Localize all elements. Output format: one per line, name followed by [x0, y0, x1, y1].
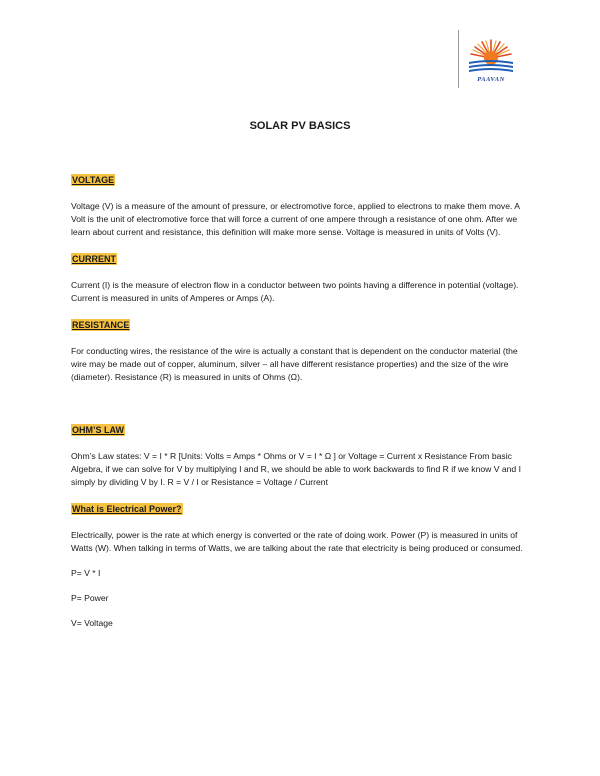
page-title: SOLAR PV BASICS: [249, 120, 351, 132]
section-voltage: [71, 170, 531, 239]
formula-line: P= Power: [71, 593, 109, 603]
section-resistance: [71, 315, 531, 384]
section-heading: RESISTANCE: [72, 320, 130, 330]
section-paragraph: Ohm’s Law states: V = I * R [Units: Volts = Amps * Ohms or V = I * Ω ] or Voltage = Current x Resistance From basic Algebra, if we can solve for V by multiplying I and R, we should be able to work backwards to find R if we know V and I simply by dividing V by I. R = V / I or Resistance = Voltage / Current: [71, 451, 521, 487]
section-heading: What is Electrical Power?: [72, 504, 182, 514]
section-paragraph: Current (I) is the measure of electron flow in a conductor between two points having a difference in potential (voltage). Current is measured in units of Amperes or Amps (A).: [71, 280, 519, 303]
section-heading: CURRENT: [72, 254, 116, 264]
section-current: [71, 249, 531, 305]
logo-text: PAAVAN: [477, 76, 505, 83]
section-electrical-power: [71, 499, 531, 630]
section-paragraph: Electrically, power is the rate at which energy is converted or the rate of doing work. Power (P) is measured in units of Watts (W). When talking in terms of Watts, we are talking about the rate that electricity is being produced or consumed.: [71, 530, 523, 553]
section-paragraph: For conducting wires, the resistance of the wire is actually a constant that is dependent on the conductor material (the wire may be made out of copper, aluminum, silver – all have different resistance properties) and the size of the wire (diameter). Resistance (R) is measured in units of Ohms (Ω).: [71, 346, 518, 382]
formula-line: V= Voltage: [71, 618, 113, 628]
section-heading: VOLTAGE: [72, 175, 115, 185]
formula-line: P= V * I: [71, 568, 101, 578]
section-paragraph: Voltage (V) is a measure of the amount of pressure, or electromotive force, applied to electrons to make them move. A Volt is the unit of electromotive force that will force a current of one ampere through a resistance of one ohm. After we learn about current and resistance, this definition will make more sense. Voltage is measured in units of Volts (V).: [71, 201, 520, 237]
section-heading: OHM’S LAW: [72, 425, 124, 435]
section-ohms-law: [71, 420, 531, 489]
logo-divider: [458, 30, 459, 88]
document-content: [71, 170, 531, 630]
